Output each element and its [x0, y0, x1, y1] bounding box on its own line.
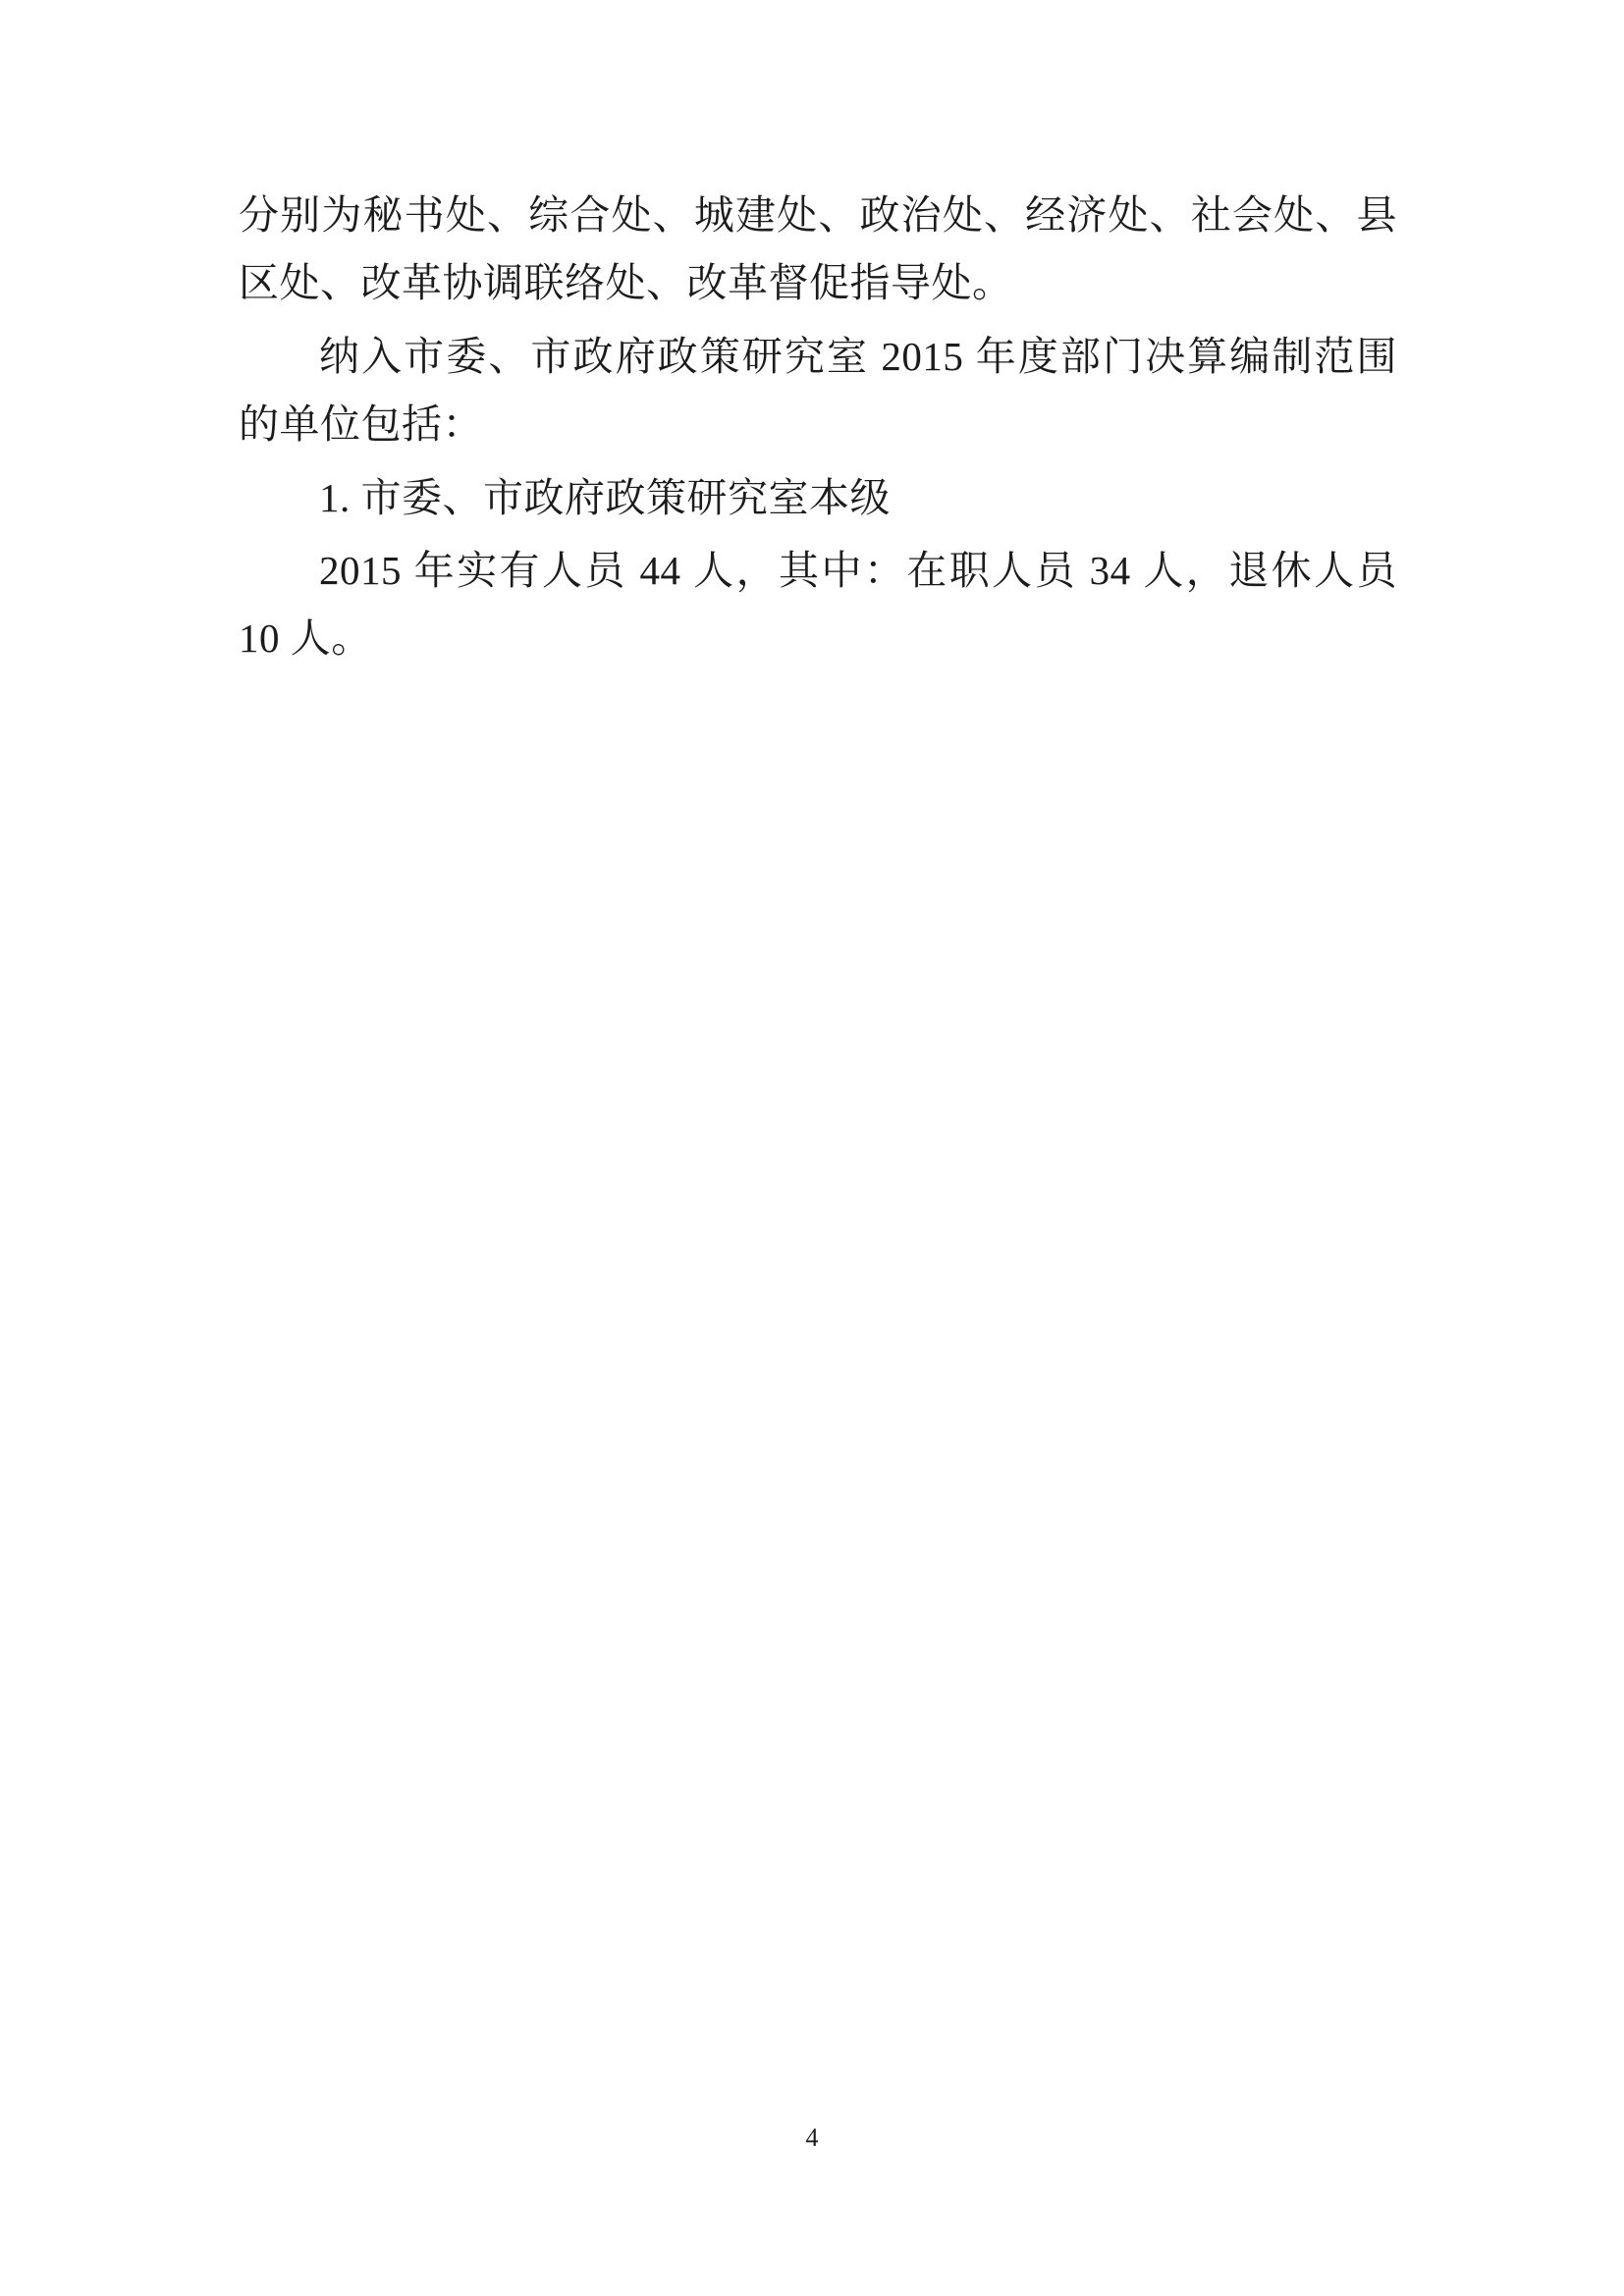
- paragraph-list-item-1: 1. 市委、市政府政策研究室本级: [319, 474, 891, 520]
- page-number: 4: [805, 2123, 819, 2152]
- paragraph-departments: 分别为秘书处、综合处、城建处、政治处、经济处、社会处、县区处、改革协调联络处、改革督促指导处。: [239, 192, 1397, 305]
- paragraph-scope-intro: 纳入市委、市政府政策研究室 2015 年度部门决算编制范围的单位包括：: [239, 333, 1397, 447]
- document-body: [239, 182, 1397, 678]
- paragraph-staff-count: 2015 年实有人员 44 人，其中：在职人员 34 人，退休人员 10 人。: [239, 548, 1397, 662]
